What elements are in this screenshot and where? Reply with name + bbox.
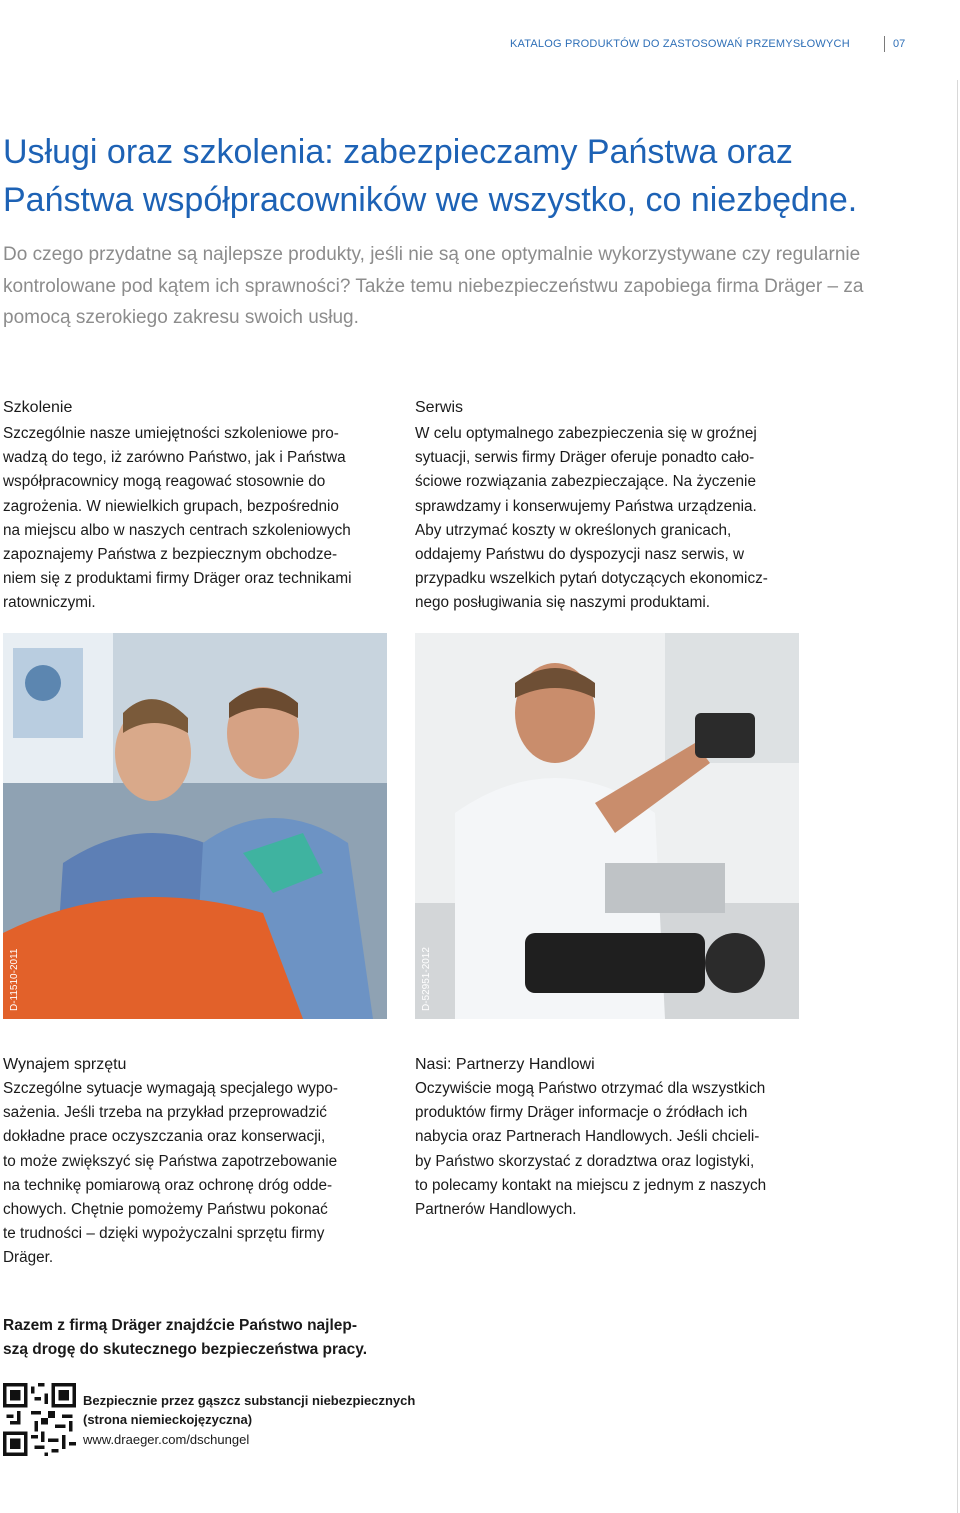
training-photo-illustration — [3, 633, 387, 1019]
intro-paragraph: Do czego przydatne są najlepsze produkty, jeśli nie są one optymalnie wykorzystywane czy regularnie kontrolowane pod kątem ich sprawności? Także temu niebezpieczeństwu zapobiega firma Dräger – za pomocą szerokiego zakresu swoich usług. — [3, 244, 864, 328]
qr-link-url[interactable]: www.draeger.com/dschungel — [83, 1432, 250, 1447]
header-divider — [884, 36, 885, 52]
qr-code-graphic — [3, 1383, 76, 1456]
page-number: 07 — [893, 38, 906, 50]
service-photo — [415, 633, 799, 1019]
training-text: Szczególnie nasze umiejętności szkoleniowe pro- wadzą do tego, iż zarówno Państwo, jak i Państwa współpracownicy mogą reagować stosownie do zagrożenia. W niewielkich grupach, bezpośrednio na miejscu albo w naszych centrach szkoleniowych zapoznajemy Państwa z bezpiecznym obchodze- niem się z produktami firmy Dräger oraz technikami ratowniczymi. — [3, 425, 352, 612]
qr-code[interactable] — [3, 1383, 76, 1456]
left-photo-credit: D-11510-2011 — [9, 948, 20, 1011]
qr-link-title: Bezpiecznie przez gąszcz substancji niebezpiecznych (strona niemieckojęzyczna) — [83, 1393, 416, 1427]
partners-title: Nasi: Partnerzy Handlowi — [415, 1056, 595, 1073]
page-edge-rule — [957, 80, 958, 1513]
service-photo-illustration — [415, 633, 799, 1019]
service-title: Serwis — [415, 399, 464, 416]
service-text: W celu optymalnego zabezpieczenia się w groźnej sytuacji, serwis firmy Dräger oferuje ponadto cało- ściowe rozwiązania zabezpieczające. Na życzenie sprawdzamy i konserwujemy Państwa urządzenia. Aby utrzymać koszty w określonych granicach, oddajemy Państwu do dyspozycji nasz serwis, w przypadku wszelkich pytań dotyczących ekonomicz- nego posługiwania się naszymi produktami. — [415, 425, 768, 612]
right-photo-credit: D-52951-2012 — [421, 947, 432, 1011]
catalog-title: KATALOG PRODUKTÓW DO ZASTOSOWAŃ PRZEMYSŁOWYCH — [510, 38, 850, 50]
page-headline: Usługi oraz szkolenia: zabezpieczamy Państwa oraz Państwa współpracowników we wszystko, co niezbędne. — [3, 133, 858, 219]
partners-text: Oczywiście mogą Państwo otrzymać dla wszystkich produktów firmy Dräger informacje o źródłach ich nabycia oraz Partnerach Handlowych. Jeśli chcieli- by Państwo skorzystać z doradztwa oraz logistyki, to polecamy kontakt na miejscu z jednym z naszych Partnerów Handlowych. — [415, 1080, 767, 1219]
rental-text: Szczególne sytuacje wymagają specjalego wypo- sażenia. Jeśli trzeba na przykład przeprowadzić dokładne prace oczyszczania oraz konserwacji, to może zwiększyć się Państwa zapotrzebowanie na technikę pomiarową oraz ochronę dróg odde- chowych. Chętnie pomożemy Państwu pokonać te trudności – dzięki wypożyczalni sprzętu firmy Dräger. — [3, 1080, 339, 1267]
training-title: Szkolenie — [3, 399, 73, 416]
closing-statement: Razem z firmą Dräger znajdźcie Państwo najlep- szą drogę do skutecznego bezpieczeństwa pracy. — [3, 1317, 368, 1358]
training-photo — [3, 633, 387, 1019]
rental-title: Wynajem sprzętu — [3, 1056, 127, 1073]
